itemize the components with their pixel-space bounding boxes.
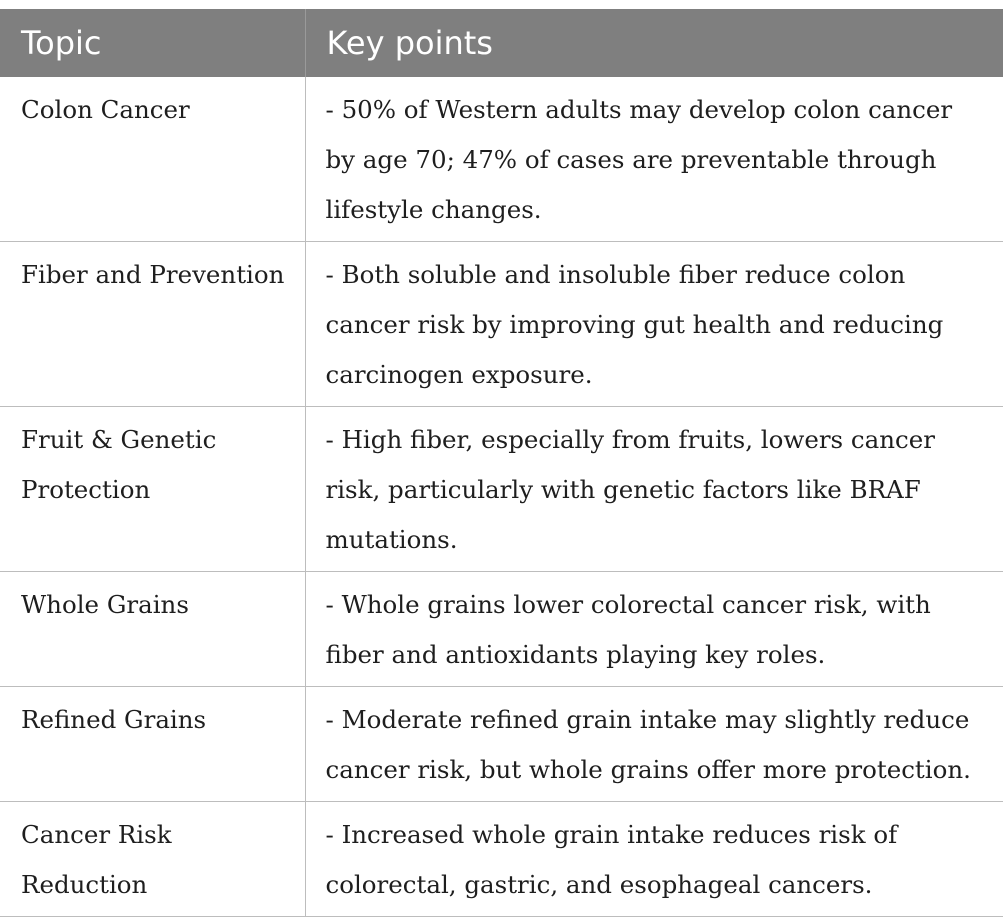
- header-row: [0, 9, 1003, 77]
- table-row: [0, 407, 1003, 572]
- topic-cell: Fiber and Prevention: [0, 242, 305, 407]
- key-points-cell: - Both soluble and insoluble fiber reduce colon cancer risk by improving gut health and reducing carcinogen exposure.: [305, 242, 1003, 407]
- key-points-cell: - 50% of Western adults may develop colon cancer by age 70; 47% of cases are preventable through lifestyle changes.: [305, 77, 1003, 242]
- topic-cell: Fruit & Genetic Protection: [0, 407, 305, 572]
- table-header: [0, 9, 1003, 77]
- table-row: [0, 572, 1003, 687]
- key-points-table: [0, 9, 1003, 917]
- key-points-cell: - High fiber, especially from fruits, lowers cancer risk, particularly with genetic factors like BRAF mutations.: [305, 407, 1003, 572]
- table-row: [0, 687, 1003, 802]
- key-points-cell: - Whole grains lower colorectal cancer risk, with fiber and antioxidants playing key roles.: [305, 572, 1003, 687]
- table-body: [0, 77, 1003, 917]
- topic-cell: Refined Grains: [0, 687, 305, 802]
- table-row: [0, 77, 1003, 242]
- table-row: [0, 242, 1003, 407]
- topic-cell: Cancer Risk Reduction: [0, 802, 305, 917]
- header-key-points: Key points: [305, 9, 1003, 77]
- key-points-cell: - Increased whole grain intake reduces risk of colorectal, gastric, and esophageal cancers.: [305, 802, 1003, 917]
- key-points-cell: - Moderate refined grain intake may slightly reduce cancer risk, but whole grains offer more protection.: [305, 687, 1003, 802]
- header-topic: Topic: [0, 9, 305, 77]
- topic-cell: Whole Grains: [0, 572, 305, 687]
- table-row: [0, 802, 1003, 917]
- topic-cell: Colon Cancer: [0, 77, 305, 242]
